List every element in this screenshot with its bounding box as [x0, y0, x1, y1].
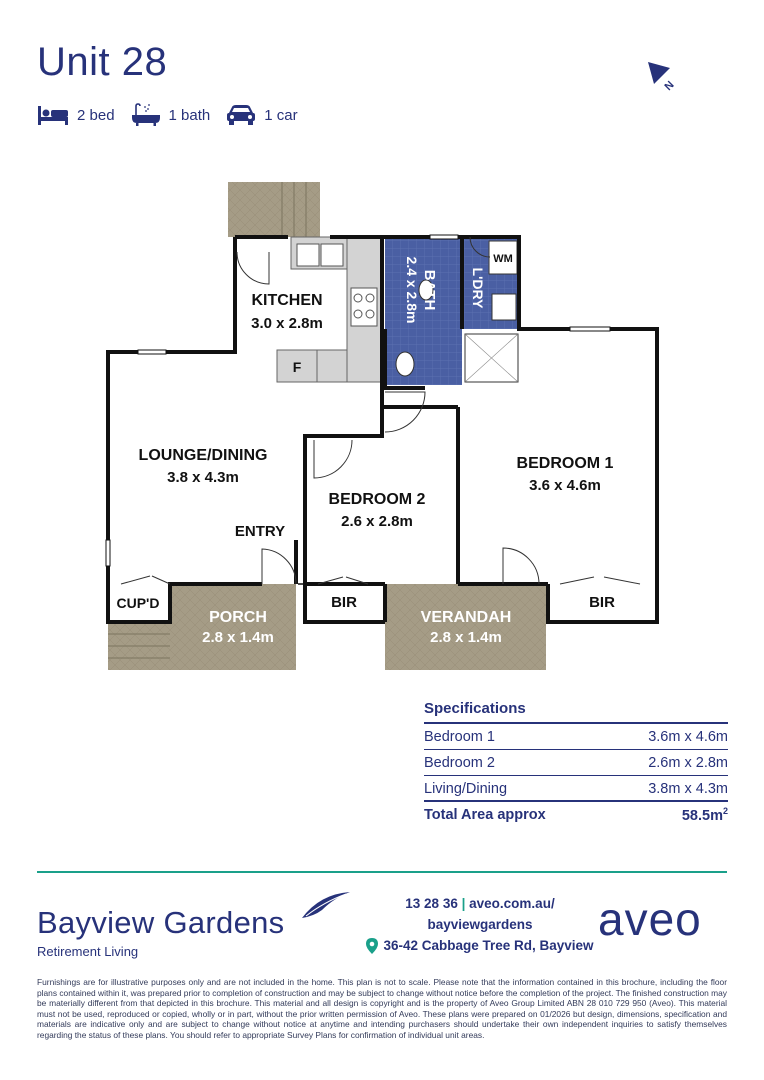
total-area-value: $58.5m^2$ — [681, 806, 728, 824]
spec-value: 3.6m x 4.6m — [648, 728, 728, 745]
contact-separator: | — [461, 896, 466, 911]
spec-label: Bedroom 1 — [424, 728, 495, 745]
bir2-label: BIR — [331, 594, 357, 611]
stairs-top — [228, 182, 320, 237]
toilet — [396, 352, 414, 376]
spec-value: 2.6m x 2.8m — [648, 754, 728, 771]
website-link-cont[interactable]: bayviewgardens — [427, 917, 533, 932]
feature-bath-label: 1 bath — [168, 106, 211, 124]
address-line — [340, 935, 620, 956]
specifications-table — [424, 700, 728, 828]
bedroom1-size: 3.6 x 4.6m — [529, 477, 601, 494]
total-area-unit: 2 — [722, 806, 728, 817]
total-area-label: Total Area approx — [424, 807, 546, 823]
contact-block — [340, 893, 620, 956]
wm-label: WM — [493, 253, 513, 265]
spec-row — [424, 724, 728, 750]
contact-line-1 — [340, 893, 620, 914]
spec-value: 3.8m x 4.3m — [648, 780, 728, 797]
laundry-name: L'DRY — [470, 267, 486, 309]
address-text: 36-42 Cabbage Tree Rd, Bayview — [383, 938, 594, 953]
bedroom1-name: BEDROOM 1 — [516, 455, 614, 472]
feature-bed-label: 2 bed — [77, 106, 115, 124]
bedroom2-name: BEDROOM 2 — [328, 491, 426, 508]
cupd-label: CUP'D — [116, 595, 160, 611]
spec-row — [424, 776, 728, 801]
verandah-name: VERANDAH — [420, 609, 512, 626]
brand-name: Bayview Gardens — [37, 905, 285, 940]
compass-label: N — [662, 78, 677, 94]
disclaimer-text: Furnishings are for illustrative purposes only and are not included in the home. This plan is not to scale. Please note that the information contained in this brochure, including the floor plans contained within it, was prepared prior to completion of construction and may be subject to change without notice before the completion of the project. The finished construction may be materially different from that depicted in this brochure. This material and all design is copyright and is the property of Aveo Group Limited ABN 28 010 729 950 (Aveo). This material must not be used, reproduced or copied, wholly or in part, without the prior written permission of Aveo. These plans were prepared on 01/2026 but design, dimensions, specification and materials are indicative only and are subject to change without notice at anytime and intending purchasers should undertake their own independent inquiries to satisfy themselves regarding the status of these plans. You should refer to appropriate Survey Plans for confirmation of individual unit areas. — [37, 977, 727, 1040]
bath-name: BATH — [421, 269, 438, 311]
kitchen-name: KITCHEN — [251, 292, 323, 309]
brand-subtitle: Retirement Living — [37, 944, 139, 959]
spec-total-row — [424, 800, 728, 828]
verandah-size: 2.8 x 1.4m — [430, 629, 502, 646]
walls — [108, 237, 657, 622]
kitchen-sink — [297, 244, 319, 266]
fridge-label: F — [292, 359, 302, 375]
entry-label: ENTRY — [234, 523, 286, 540]
feature-car-label: 1 car — [264, 106, 298, 124]
footer-divider — [37, 871, 727, 873]
phone-number[interactable]: 13 28 36 — [405, 896, 458, 911]
aveo-logo: aveo — [598, 893, 702, 945]
location-pin-icon — [366, 938, 378, 954]
cooktop-icon — [351, 288, 377, 326]
bir1-label: BIR — [589, 594, 615, 611]
spec-label: Bedroom 2 — [424, 754, 495, 771]
bath-size: 2.4 x 2.8m — [404, 256, 420, 324]
unit-title: Unit 28 — [37, 40, 168, 84]
website-link[interactable]: aveo.com.au/ — [469, 896, 555, 911]
spec-row — [424, 750, 728, 776]
lounge-name: LOUNGE/DINING — [138, 447, 268, 464]
verandah-paving — [385, 584, 546, 670]
specifications-heading: Specifications — [424, 700, 728, 724]
spec-label: Living/Dining — [424, 780, 508, 797]
porch-name: PORCH — [209, 609, 267, 626]
lounge-size: 3.8 x 4.3m — [167, 469, 239, 486]
kitchen-size: 3.0 x 2.8m — [251, 315, 323, 332]
laundry-tub — [492, 294, 516, 320]
porch-size: 2.8 x 1.4m — [202, 629, 274, 646]
bedroom2-size: 2.6 x 2.8m — [341, 513, 413, 530]
